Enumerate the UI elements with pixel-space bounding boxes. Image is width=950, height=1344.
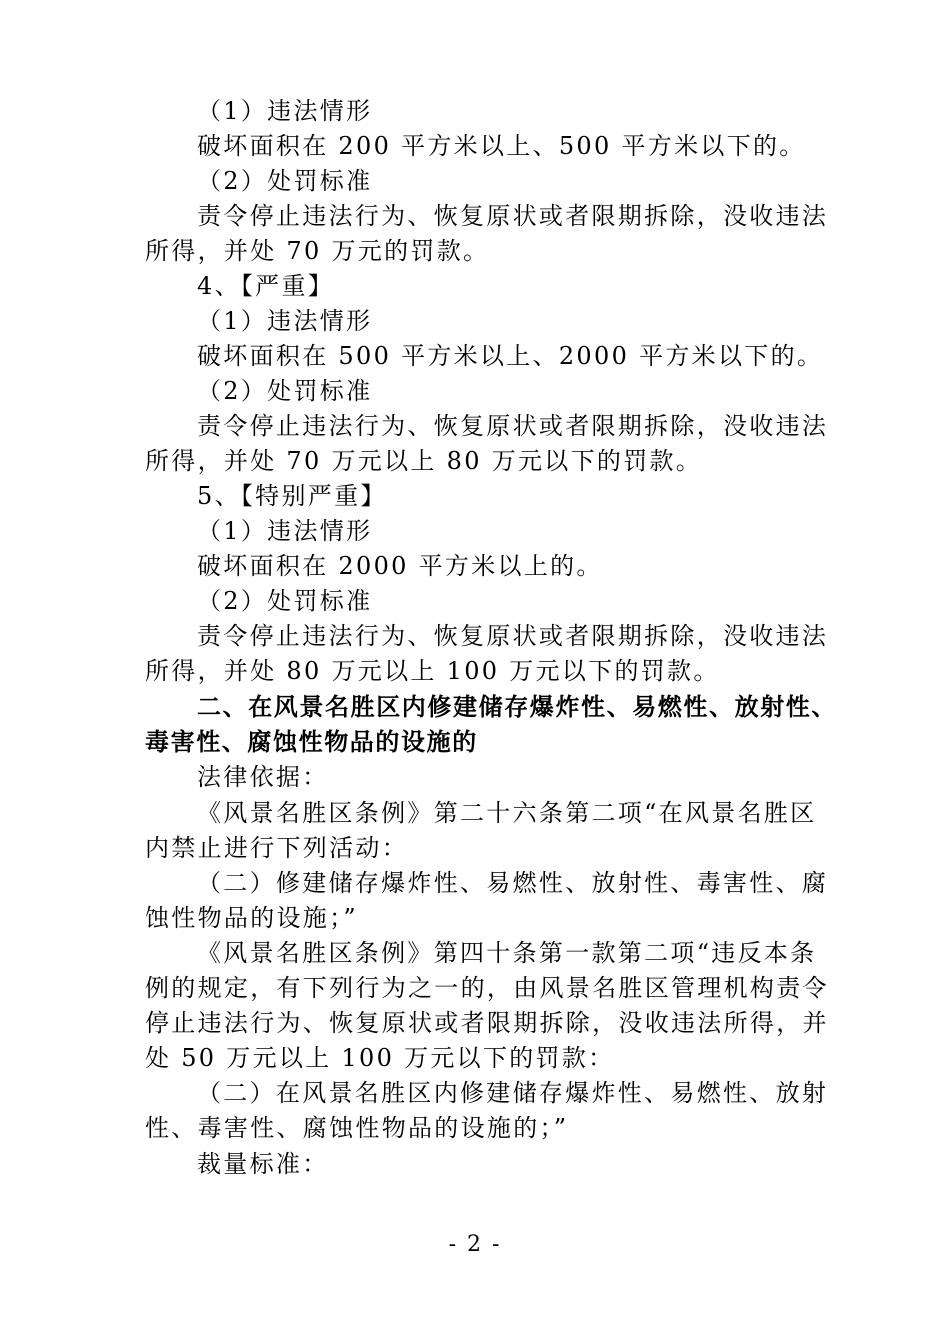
paragraph-line: 破坏面积在 500 平方米以上、2000 平方米以下的。 — [197, 342, 824, 370]
paragraph-line: （二）修建储存爆炸性、易燃性、放射性、毒害性、腐 — [197, 869, 829, 897]
paragraph-line: 性、毒害性、腐蚀性物品的设施的；” — [145, 1114, 569, 1142]
section-heading: 二、在风景名胜区内修建储存爆炸性、易燃性、放射性、 — [197, 693, 837, 721]
subheading-penalty: （2）处罚标准 — [197, 377, 373, 405]
paragraph-line: 内禁止进行下列活动： — [145, 834, 408, 862]
subheading-violation: （1）违法情形 — [197, 97, 373, 125]
paragraph-line: 所得，并处 70 万元以上 80 万元以下的罚款。 — [145, 447, 703, 475]
paragraph-line: （二）在风景名胜区内修建储存爆炸性、易燃性、放射 — [197, 1079, 829, 1107]
page-number: - 2 - — [448, 1232, 502, 1257]
section-heading: 毒害性、腐蚀性物品的设施的 — [145, 728, 478, 756]
paragraph-line: 破坏面积在 2000 平方米以上的。 — [197, 552, 603, 580]
subheading-violation: （1）违法情形 — [197, 517, 373, 545]
paragraph-line: 蚀性物品的设施；” — [145, 904, 358, 932]
subheading-penalty: （2）处罚标准 — [197, 587, 373, 615]
paragraph-line: 《风景名胜区条例》第四十条第一款第二项“违反本条 — [197, 939, 817, 967]
level-heading-severe: 4、【严重】 — [197, 272, 335, 300]
paragraph-line: 所得，并处 70 万元的罚款。 — [145, 237, 490, 265]
paragraph-line: 责令停止违法行为、恢复原状或者限期拆除，没收违法 — [197, 622, 829, 650]
paragraph-line: 所得，并处 80 万元以上 100 万元以下的罚款。 — [145, 657, 720, 685]
paragraph-line: 处 50 万元以上 100 万元以下的罚款： — [145, 1044, 615, 1072]
level-heading-especially-severe: 5、【特别严重】 — [197, 482, 387, 510]
paragraph-line: 责令停止违法行为、恢复原状或者限期拆除，没收违法 — [197, 202, 829, 230]
discretion-standard-label: 裁量标准： — [197, 1150, 329, 1178]
paragraph-line: 《风景名胜区条例》第二十六条第二项“在风景名胜区 — [197, 799, 817, 827]
paragraph-line: 责令停止违法行为、恢复原状或者限期拆除，没收违法 — [197, 412, 829, 440]
legal-basis-label: 法律依据： — [197, 763, 329, 791]
paragraph-line: 停止违法行为、恢复原状或者限期拆除，没收违法所得，并 — [145, 1009, 829, 1037]
subheading-violation: （1）违法情形 — [197, 307, 373, 335]
paragraph-line: 破坏面积在 200 平方米以上、500 平方米以下的。 — [197, 132, 806, 160]
subheading-penalty: （2）处罚标准 — [197, 167, 373, 195]
paragraph-line: 例的规定，有下列行为之一的，由风景名胜区管理机构责令 — [145, 974, 829, 1002]
